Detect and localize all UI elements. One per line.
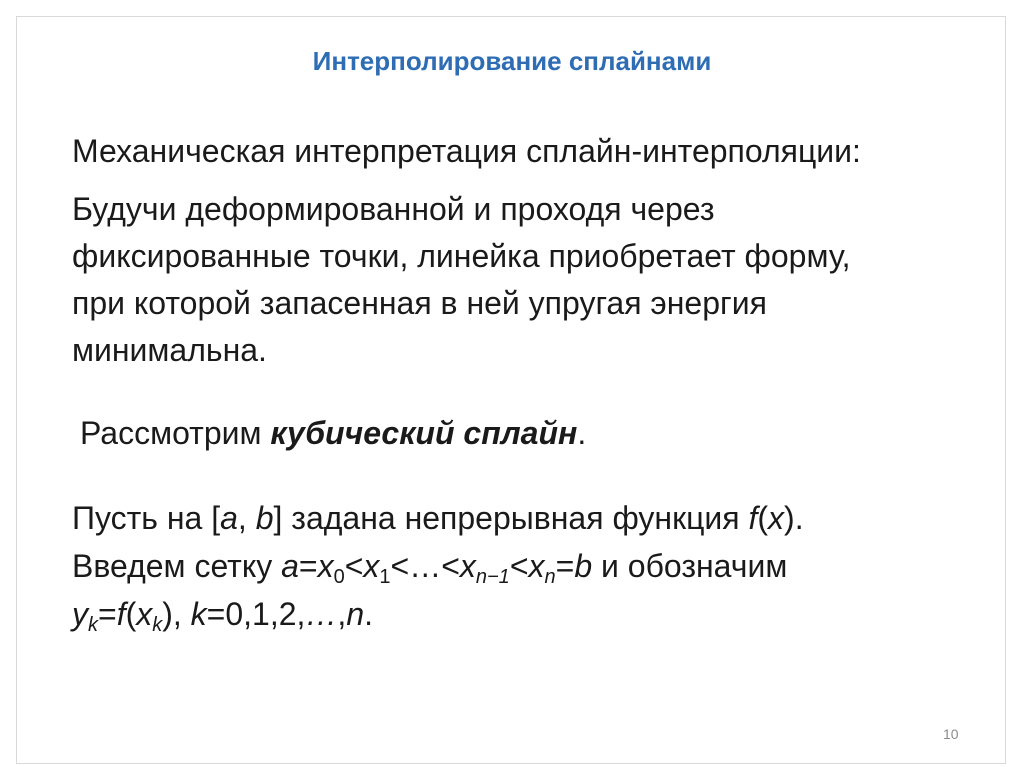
slide-subheading: Механическая интерпретация сплайн-интерполяции: xyxy=(72,133,861,169)
function-line xyxy=(72,494,804,542)
math-subscript: k xyxy=(88,614,98,636)
math-symbol: x xyxy=(363,548,380,584)
cubic-spline-paragraph xyxy=(80,410,586,457)
math-symbol: y xyxy=(72,596,88,632)
math-subscript: 0 xyxy=(333,566,345,588)
math-operator: = xyxy=(555,548,575,584)
text-fragment: Пусть на [ xyxy=(72,500,221,536)
math-operator: ), xyxy=(162,596,191,632)
text-fragment: Введем сетку xyxy=(72,548,282,584)
text-fragment: ( xyxy=(757,500,769,536)
math-operator: ( xyxy=(125,596,137,632)
text-fragment: и обозначим xyxy=(592,548,788,584)
math-symbol: x xyxy=(459,548,476,584)
math-subscript: n−1 xyxy=(475,566,510,588)
math-subscript: n xyxy=(544,566,556,588)
math-symbol: x xyxy=(317,548,334,584)
grid-definition-paragraph xyxy=(72,494,804,638)
cubic-spline-term: кубический сплайн xyxy=(270,415,578,451)
math-subscript: k xyxy=(152,614,163,636)
math-operator: = xyxy=(298,548,318,584)
math-operator: < xyxy=(344,548,364,584)
text-fragment: ). xyxy=(784,500,804,536)
math-symbol: k xyxy=(190,596,207,632)
definition-paragraph xyxy=(72,186,851,374)
grid-line xyxy=(72,542,804,590)
math-operator: < xyxy=(509,548,529,584)
math-symbol: x xyxy=(768,500,785,536)
values-line xyxy=(72,590,804,638)
math-operator: <…< xyxy=(390,548,460,584)
text-fragment: . xyxy=(364,596,373,632)
math-symbol: a xyxy=(281,548,299,584)
text-fragment: ] задана непрерывная функция xyxy=(273,500,749,536)
math-symbol: n xyxy=(346,596,365,632)
math-symbol: f xyxy=(116,596,126,632)
definition-line: Будучи деформированной и проходя через xyxy=(72,191,715,227)
cubic-spline-prefix: Рассмотрим xyxy=(80,415,271,451)
definition-line: при которой запасенная в ней упругая энергия xyxy=(72,285,767,321)
math-symbol: b xyxy=(574,548,593,584)
math-symbol: x xyxy=(528,548,545,584)
math-operator: … xyxy=(305,596,338,632)
math-symbol: x xyxy=(136,596,153,632)
slide-title: Интерполирование сплайнами xyxy=(312,46,712,76)
cubic-spline-suffix: . xyxy=(577,415,587,451)
math-symbol: a xyxy=(220,500,238,536)
text-fragment: =0,1,2, xyxy=(206,596,306,632)
math-symbol: b xyxy=(255,500,274,536)
math-symbol: f xyxy=(748,500,758,536)
definition-line: фиксированные точки, линейка приобретает форму, xyxy=(72,238,851,274)
text-fragment: , xyxy=(237,500,256,536)
math-subscript: 1 xyxy=(379,566,391,588)
page-number: 10 xyxy=(943,726,959,742)
math-operator: = xyxy=(98,596,117,632)
text-fragment: , xyxy=(337,596,347,632)
definition-line: минимальна. xyxy=(72,332,267,368)
